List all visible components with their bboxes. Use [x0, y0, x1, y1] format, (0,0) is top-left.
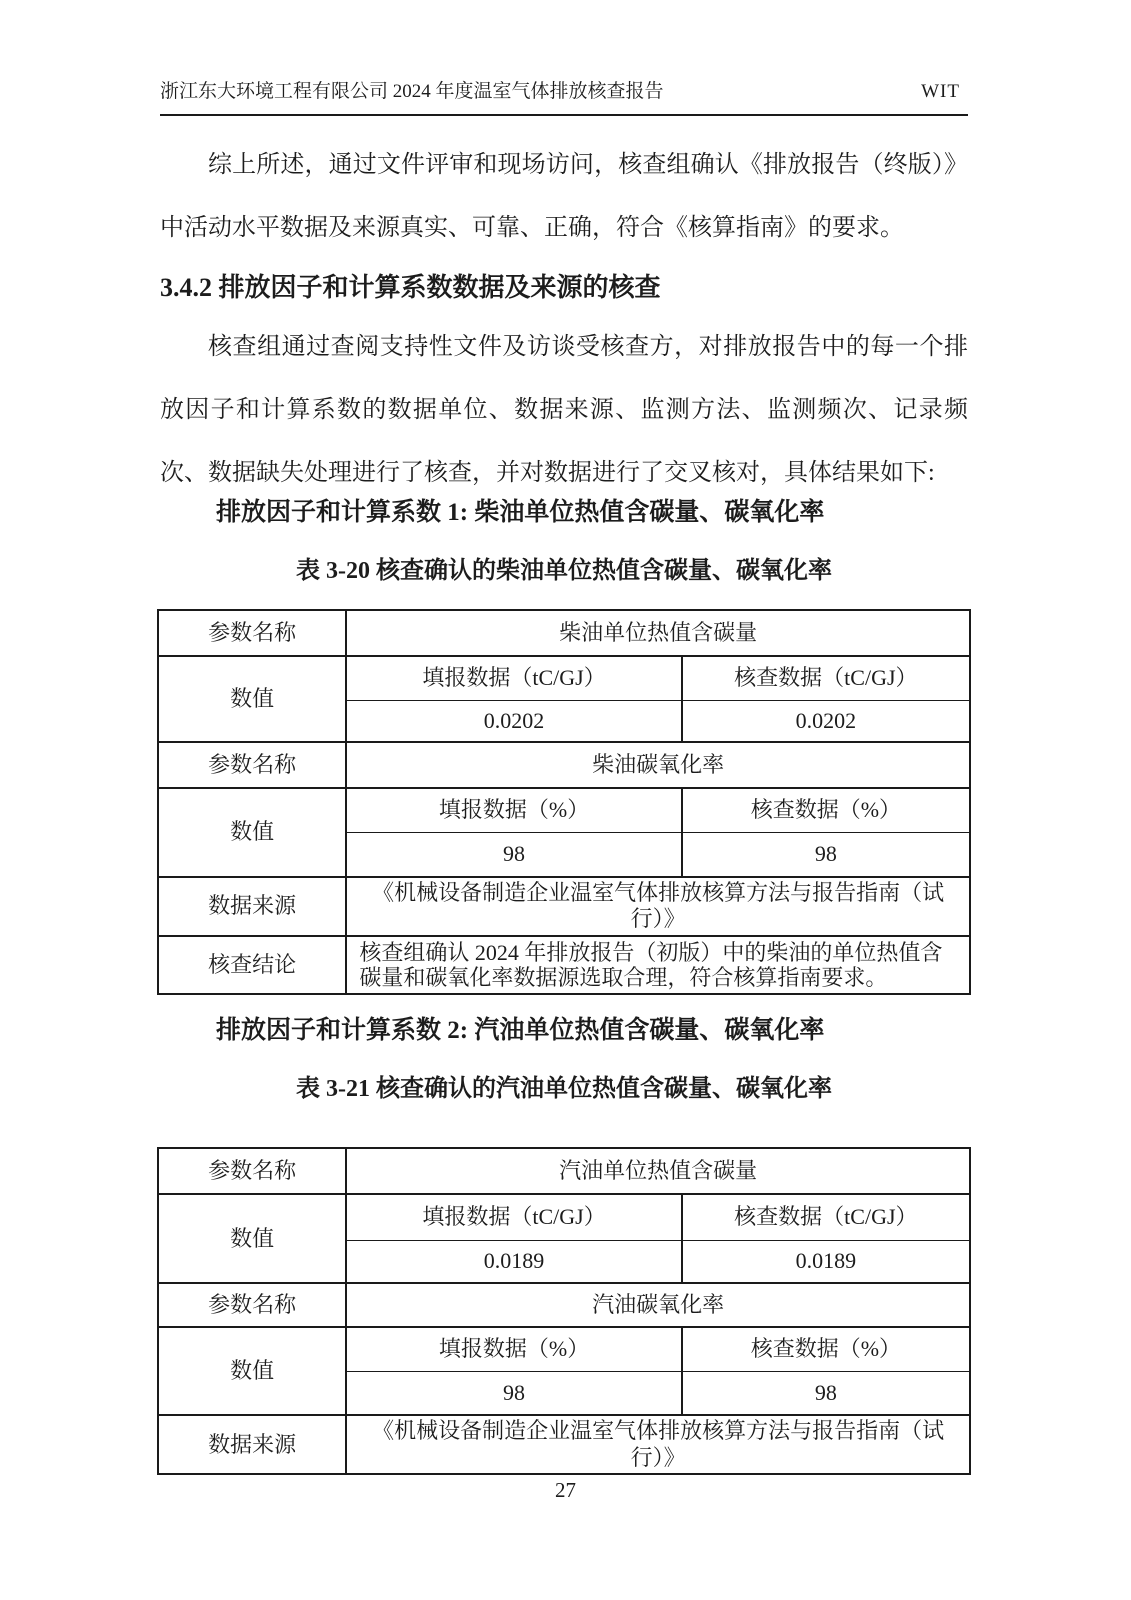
paragraph-verification-method: 核查组通过查阅支持性文件及访谈受核查方，对排放报告中的每一个排放因子和计算系数的数据单位、数据来源、监测方法、监测频次、记录频次、数据缺失处理进行了核查，并对数据进行了交叉核对，具体结果如下: — [160, 334, 968, 486]
cell-verified-value: 0.0202 — [682, 700, 970, 742]
cell-source-label: 数据来源 — [158, 1415, 346, 1474]
cell-reported-value: 98 — [346, 832, 681, 877]
table-row — [158, 656, 970, 700]
cell-verified-header: 核查数据（tC/GJ） — [682, 656, 970, 700]
cell-verified-value: 98 — [682, 1371, 970, 1415]
cell-param-label: 参数名称 — [158, 1283, 346, 1327]
cell-reported-header: 填报数据（%） — [346, 788, 681, 832]
cell-verified-value: 98 — [682, 832, 970, 877]
header-logo-text: WIT — [921, 81, 960, 102]
table-row — [158, 788, 970, 832]
factor-2-heading: 排放因子和计算系数 2: 汽油单位热值含碳量、碳氧化率 — [216, 1017, 825, 1045]
cell-param-label: 参数名称 — [158, 1148, 346, 1194]
table-row — [158, 610, 970, 656]
table-3-21-caption: 表 3-21 核查确认的汽油单位热值含碳量、碳氧化率 — [296, 1076, 832, 1103]
cell-param-label: 参数名称 — [158, 610, 346, 656]
cell-value-label: 数值 — [158, 788, 346, 877]
cell-param-name: 汽油碳氧化率 — [346, 1283, 970, 1327]
paragraph-summary: 综上所述，通过文件评审和现场访问，核查组确认《排放报告（终版）》中活动水平数据及来源真实、可靠、正确，符合《核算指南》的要求。 — [160, 152, 968, 241]
factor-1-heading: 排放因子和计算系数 1: 柴油单位热值含碳量、碳氧化率 — [216, 499, 825, 526]
table-3-21 — [157, 1147, 971, 1475]
cell-conclusion-value: 核查组确认 2024 年排放报告（初版）中的柴油的单位热值含碳量和碳氧化率数据源选取合理，符合核算指南要求。 — [346, 936, 970, 995]
page-number: 27 — [555, 1478, 576, 1502]
cell-verified-header: 核查数据（%） — [682, 1327, 970, 1371]
cell-value-label: 数值 — [158, 1327, 346, 1415]
table-row — [158, 1148, 970, 1194]
page-header — [160, 0, 968, 116]
table-row — [158, 742, 970, 788]
cell-value-label: 数值 — [158, 1194, 346, 1283]
section-heading-3-4-2: 3.4.2 排放因子和计算系数数据及来源的核查 — [160, 273, 661, 302]
cell-verified-value: 0.0189 — [682, 1240, 970, 1283]
cell-conclusion-label: 核查结论 — [158, 936, 346, 995]
table-row — [158, 1327, 970, 1371]
cell-reported-value: 0.0202 — [346, 700, 681, 742]
header-title: 浙江东大环境工程有限公司 2024 年度温室气体排放核查报告 — [160, 81, 664, 102]
cell-param-name: 汽油单位热值含碳量 — [346, 1148, 970, 1194]
table-3-20 — [157, 609, 971, 995]
table-3-20-caption: 表 3-20 核查确认的柴油单位热值含碳量、碳氧化率 — [296, 558, 832, 584]
cell-verified-header: 核查数据（tC/GJ） — [682, 1194, 970, 1240]
cell-param-name: 柴油单位热值含碳量 — [346, 610, 970, 656]
cell-source-label: 数据来源 — [158, 877, 346, 936]
cell-source-value: 《机械设备制造企业温室气体排放核算方法与报告指南（试行）》 — [346, 877, 970, 936]
table-row — [158, 877, 970, 936]
table-row — [158, 1194, 970, 1240]
cell-param-name: 柴油碳氧化率 — [346, 742, 970, 788]
cell-reported-value: 0.0189 — [346, 1240, 681, 1283]
cell-verified-header: 核查数据（%） — [682, 788, 970, 832]
cell-reported-header: 填报数据（tC/GJ） — [346, 656, 681, 700]
cell-reported-value: 98 — [346, 1371, 681, 1415]
cell-param-label: 参数名称 — [158, 742, 346, 788]
table-row — [158, 936, 970, 995]
cell-value-label: 数值 — [158, 656, 346, 742]
cell-reported-header: 填报数据（%） — [346, 1327, 681, 1371]
cell-source-value: 《机械设备制造企业温室气体排放核算方法与报告指南（试行）》 — [346, 1415, 970, 1474]
table-row — [158, 1283, 970, 1327]
table-row — [158, 1415, 970, 1474]
cell-reported-header: 填报数据（tC/GJ） — [346, 1194, 681, 1240]
